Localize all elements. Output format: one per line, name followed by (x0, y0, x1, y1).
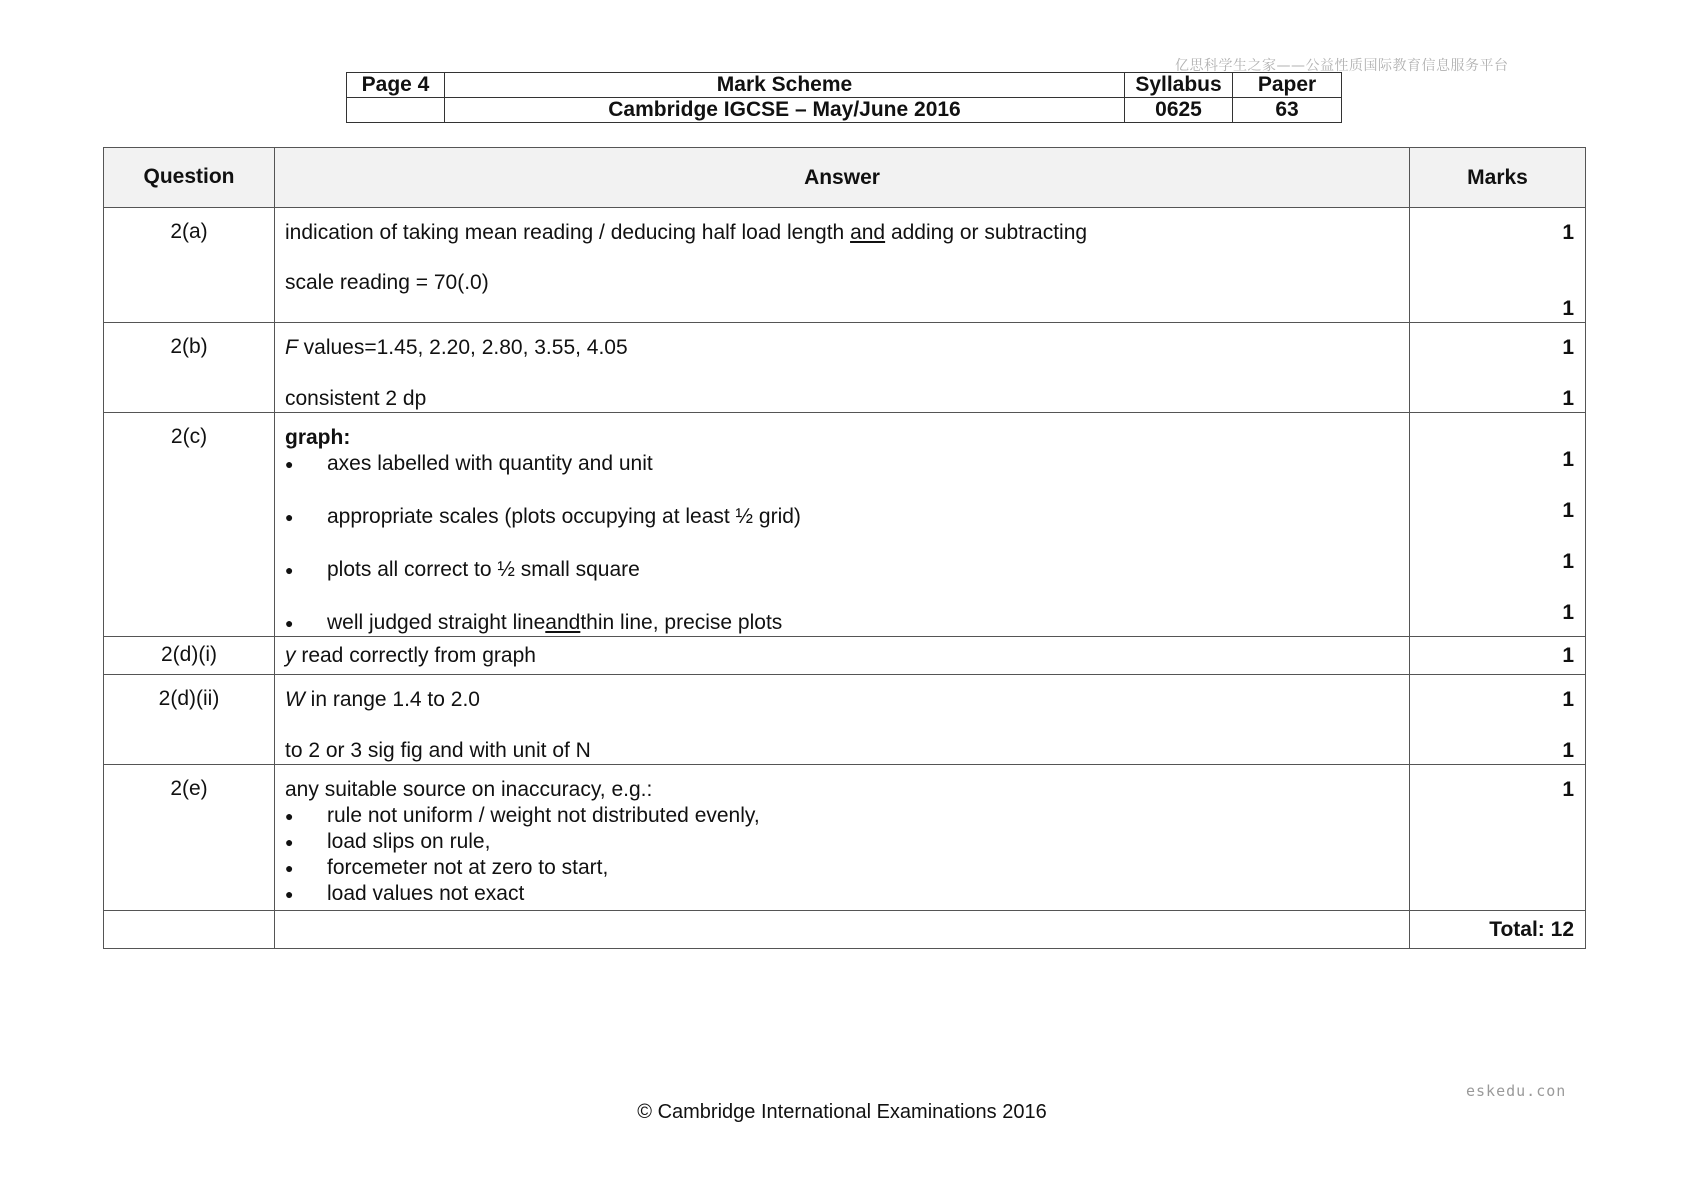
answer-cell (275, 323, 1410, 413)
list-item: ● load values not exact (285, 882, 525, 905)
answer-line: y read correctly from graph (285, 644, 536, 667)
answer-cell (275, 675, 1410, 765)
list-item: ● appropriate scales (plots occupying at least ½ grid) (285, 505, 801, 528)
answer-cell (275, 765, 1410, 911)
mark-value: 1 (1562, 739, 1574, 762)
total-row (104, 911, 1586, 949)
question-cell: 2(e) (104, 765, 275, 911)
mark-value: 1 (1562, 448, 1574, 471)
table-row (104, 323, 1586, 413)
mark-value: 1 (1562, 778, 1574, 801)
marks-cell (1410, 208, 1586, 323)
answer-line: W in range 1.4 to 2.0 (285, 688, 480, 711)
answer-cell (275, 637, 1410, 675)
marks-cell (1410, 765, 1586, 911)
header-paper-label: Paper (1233, 73, 1342, 98)
table-row (104, 413, 1586, 637)
question-header: Question (104, 148, 275, 208)
mark-value: 1 (1562, 550, 1574, 573)
answer-line: F values=1.45, 2.20, 2.80, 3.55, 4.05 (285, 336, 628, 359)
marks-cell (1410, 323, 1586, 413)
answer-line: scale reading = 70(.0) (285, 271, 489, 294)
list-item: ● well judged straight line and thin line, precise plots (285, 611, 783, 634)
mark-value: 1 (1562, 387, 1574, 410)
question-cell: 2(d)(i) (104, 637, 275, 675)
mark-value: 1 (1562, 644, 1574, 667)
mark-value: 1 (1562, 336, 1574, 359)
header-page-empty (347, 98, 445, 123)
marks-cell (1410, 637, 1586, 675)
answer-line: consistent 2 dp (285, 387, 427, 410)
mark-value: 1 (1562, 499, 1574, 522)
answer-header: Answer (275, 148, 1410, 208)
question-cell-empty (104, 911, 275, 949)
header-exam: Cambridge IGCSE – May/June 2016 (445, 98, 1125, 123)
header-mark-scheme: Mark Scheme (445, 73, 1125, 98)
table-row (104, 208, 1586, 323)
answer-line: to 2 or 3 sig fig and with unit of N (285, 739, 591, 762)
header-page: Page 4 (347, 73, 445, 98)
question-cell: 2(a) (104, 208, 275, 323)
answer-cell (275, 413, 1410, 637)
mark-value: 1 (1562, 297, 1574, 320)
table-row (104, 765, 1586, 911)
question-cell: 2(d)(ii) (104, 675, 275, 765)
total-marks: Total: 12 (1410, 911, 1586, 949)
mark-value: 1 (1562, 601, 1574, 624)
marks-header: Marks (1410, 148, 1586, 208)
mark-value: 1 (1562, 688, 1574, 711)
answer-heading: graph: (285, 426, 351, 449)
table-row (104, 675, 1586, 765)
list-item: ● forcemeter not at zero to start, (285, 856, 609, 879)
watermark-top: 亿思科学生之家——公益性质国际教育信息服务平台 (1175, 58, 1509, 74)
header-syllabus-label: Syllabus (1125, 73, 1233, 98)
question-cell: 2(b) (104, 323, 275, 413)
marks-cell (1410, 675, 1586, 765)
list-item: ● rule not uniform / weight not distributed evenly, (285, 804, 760, 827)
table-header-row (104, 148, 1586, 208)
question-cell: 2(c) (104, 413, 275, 637)
watermark-bottom: eskedu.con (1466, 1082, 1567, 1100)
table-row (104, 637, 1586, 675)
answer-line: any suitable source on inaccuracy, e.g.: (285, 778, 653, 801)
footer-copyright: © Cambridge International Examinations 2016 (637, 1101, 1047, 1123)
list-item: ● load slips on rule, (285, 830, 491, 853)
answer-cell-empty (275, 911, 1410, 949)
header-table (346, 72, 1342, 123)
header-syllabus: 0625 (1125, 98, 1233, 123)
mark-value: 1 (1562, 221, 1574, 244)
list-item: ● axes labelled with quantity and unit (285, 452, 653, 475)
marks-cell (1410, 413, 1586, 637)
list-item: ● plots all correct to ½ small square (285, 558, 640, 581)
mark-scheme-table (103, 147, 1586, 949)
answer-line: indication of taking mean reading / deducing half load length and adding or subtracting (285, 221, 1088, 244)
header-paper: 63 (1233, 98, 1342, 123)
answer-cell (275, 208, 1410, 323)
